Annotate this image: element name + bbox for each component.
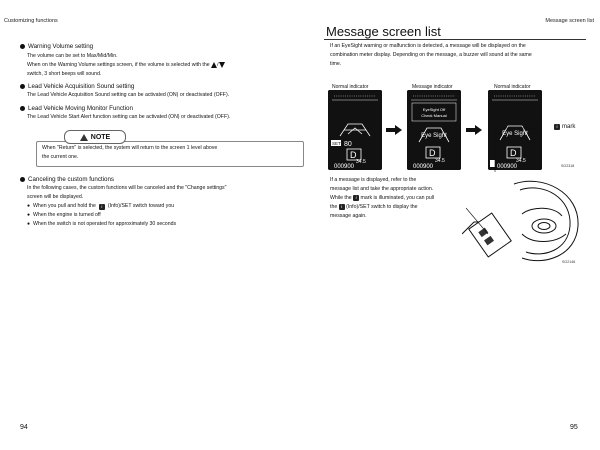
set-speed-value: 80 bbox=[344, 141, 352, 148]
odometer: 000900 bbox=[334, 164, 355, 170]
intro-text: If an EyeSight warning or malfunction is detected, a message will be displayed on the combination meter display. Depending on the message, a buzzer will sound at the same time. bbox=[330, 43, 532, 67]
info-key-icon: i bbox=[339, 204, 345, 210]
cluster-label-normal-2: Normal indicator bbox=[494, 84, 531, 90]
title-rule bbox=[324, 39, 586, 40]
svg-text:Eye Sight: Eye Sight bbox=[502, 131, 528, 137]
odometer: 000900 bbox=[497, 164, 518, 170]
meter-display-message bbox=[407, 90, 461, 170]
page-title: Message screen list bbox=[326, 24, 441, 39]
canceling-body: In the following cases, the custom functions will be canceled and the "Change settings" screen will be displayed. ● When you pull and hold the i (Info)/SET switch toward you ● When the engine is turned off ● When the switch is not operated for approximately 30 seconds bbox=[27, 185, 227, 227]
svg-text:EyeSight Off: EyeSight Off bbox=[422, 107, 446, 112]
cluster-label-normal-1: Normal indicator bbox=[332, 84, 369, 90]
acquisition-body: The Lead Vehicle Acquisition Sound setting can be activated (ON) or deactivated (OFF). bbox=[27, 92, 230, 98]
arrow-right-icon bbox=[466, 125, 482, 135]
caution-icon bbox=[80, 134, 88, 141]
bullet-dot bbox=[20, 177, 25, 182]
bullet-dot bbox=[20, 84, 25, 89]
svg-text:34.5: 34.5 bbox=[516, 158, 526, 164]
info-key-icon: i bbox=[554, 124, 560, 130]
callout-line bbox=[492, 124, 552, 174]
figure-code: SG2318 bbox=[561, 164, 575, 168]
info-key-icon: i bbox=[99, 204, 105, 210]
cluster-label-message: Message indicator bbox=[412, 84, 453, 90]
moving-monitor-body: The Lead Vehicle Start Alert function setting can be activated (ON) or deactivated (OFF). bbox=[27, 114, 231, 120]
arrow-down-icon bbox=[219, 62, 225, 68]
warning-volume-body: The volume can be set to Max/Mid/Min. When on the Warning Volume settings screen, if the volume is selected with the / switch, 3 short beeps will sound. bbox=[27, 52, 225, 79]
running-header-left: Customizing functions bbox=[4, 18, 58, 24]
info-key-icon: i bbox=[353, 195, 359, 201]
i-mark-label: i mark bbox=[554, 124, 575, 130]
arrow-right-icon bbox=[386, 125, 402, 135]
page-number-left: 94 bbox=[20, 424, 28, 431]
list-item: ● When the switch is not operated for approximately 30 seconds bbox=[27, 221, 177, 227]
svg-text:SET: SET bbox=[332, 141, 341, 146]
svg-text:Eye Sight: Eye Sight bbox=[421, 133, 447, 139]
gear-indicator: D bbox=[510, 148, 517, 158]
page-number-right: 95 bbox=[570, 424, 578, 431]
gear-indicator: D bbox=[429, 148, 436, 158]
figure-code: SG2146 bbox=[562, 260, 576, 264]
meter-display-normal-1 bbox=[328, 90, 382, 170]
svg-text:34.5: 34.5 bbox=[435, 158, 445, 164]
steering-wheel-illustration bbox=[462, 178, 582, 266]
odometer: 000900 bbox=[413, 164, 434, 170]
list-item: ● When the engine is turned off bbox=[27, 212, 101, 218]
list-item: ● When you pull and hold the i (Info)/SET switch toward you bbox=[27, 203, 175, 209]
note-text: When "Return" is selected, the system will return to the screen 1 level above the current one. bbox=[42, 145, 218, 160]
message-instruction-text: If a message is displayed, refer to the message list and take the appropriate action. While the i mark is illuminated, you can pull the i (Info)/SET switch to display the message again. bbox=[330, 177, 435, 219]
acquisition-heading: Lead Vehicle Acquisition Sound setting bbox=[20, 83, 134, 90]
bullet-dot bbox=[20, 44, 25, 49]
gear-indicator: D bbox=[350, 150, 357, 160]
svg-text:Check Manual: Check Manual bbox=[421, 113, 447, 118]
svg-text:34.5: 34.5 bbox=[356, 159, 366, 165]
moving-monitor-heading: Lead Vehicle Moving Monitor Function bbox=[20, 105, 133, 112]
bullet-dot bbox=[20, 106, 25, 111]
warning-volume-heading: Warning Volume setting bbox=[20, 43, 93, 50]
note-tag: NOTE bbox=[64, 130, 126, 144]
canceling-heading: Canceling the custom functions bbox=[20, 176, 114, 183]
running-header-right: Message screen list bbox=[545, 18, 594, 24]
